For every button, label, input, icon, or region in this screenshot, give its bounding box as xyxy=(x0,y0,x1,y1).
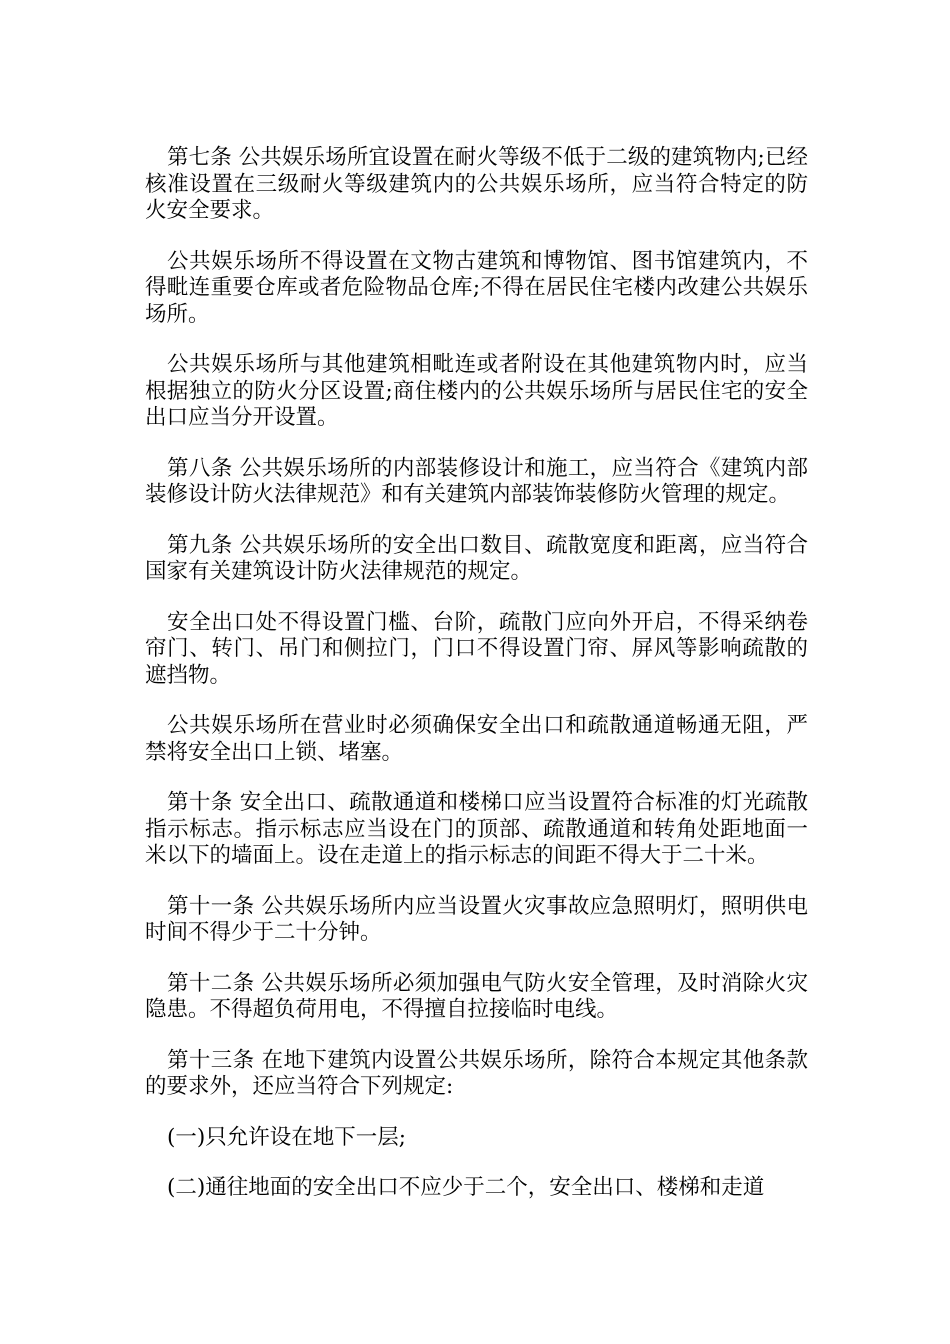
paragraph-item-2: (二)通往地面的安全出口不应少于二个，安全出口、楼梯和走道 xyxy=(167,1175,765,1200)
paragraph-adjacent-buildings: 公共娱乐场所与其他建筑相毗连或者附设在其他建筑物内时，应当根据独立的防火分区设置;商住楼内的公共娱乐场所与居民住宅的安全出口应当分开设置。 xyxy=(145,352,808,430)
paragraph-article-9: 第九条 公共娱乐场所的安全出口数目、疏散宽度和距离，应当符合国家有关建筑设计防火法律规范的规定。 xyxy=(145,532,808,584)
paragraph-article-12: 第十二条 公共娱乐场所必须加强电气防火安全管理，及时消除火灾隐患。不得超负荷用电，不得擅自拉接临时电线。 xyxy=(145,970,808,1022)
paragraph-article-8: 第八条 公共娱乐场所的内部装修设计和施工，应当符合《建筑内部装修设计防火法律规范》和有关建筑内部装饰装修防火管理的规定。 xyxy=(145,455,808,507)
paragraph-item-1: (一)只允许设在地下一层; xyxy=(167,1124,407,1150)
paragraph-article-13: 第十三条 在地下建筑内设置公共娱乐场所，除符合本规定其他条款的要求外，还应当符合下列规定: xyxy=(145,1047,808,1099)
paragraph-article-10: 第十条 安全出口、疏散通道和楼梯口应当设置符合标准的灯光疏散指示标志。指示标志应当设在门的顶部、疏散通道和转角处距地面一米以下的墙面上。设在走道上的指示标志的间距不得大于二十米。 xyxy=(145,790,808,868)
document-body xyxy=(145,145,808,1202)
paragraph-exit-doors: 安全出口处不得设置门槛、台阶，疏散门应向外开启，不得采纳卷帘门、转门、吊门和侧拉门，门口不得设置门帘、屏风等影响疏散的遮挡物。 xyxy=(145,609,808,688)
paragraph-exits-unobstructed: 公共娱乐场所在营业时必须确保安全出口和疏散通道畅通无阻，严禁将安全出口上锁、堵塞。 xyxy=(145,713,808,765)
paragraph-article-11: 第十一条 公共娱乐场所内应当设置火灾事故应急照明灯，照明供电时间不得少于二十分钟。 xyxy=(145,893,808,945)
paragraph-cultural-relics: 公共娱乐场所不得设置在文物古建筑和博物馆、图书馆建筑内，不得毗连重要仓库或者危险物品仓库;不得在居民住宅楼内改建公共娱乐场所。 xyxy=(145,248,808,327)
paragraph-article-7: 第七条 公共娱乐场所宜设置在耐火等级不低于二级的建筑物内;已经核准设置在三级耐火等级建筑内的公共娱乐场所，应当符合特定的防火安全要求。 xyxy=(145,145,808,223)
